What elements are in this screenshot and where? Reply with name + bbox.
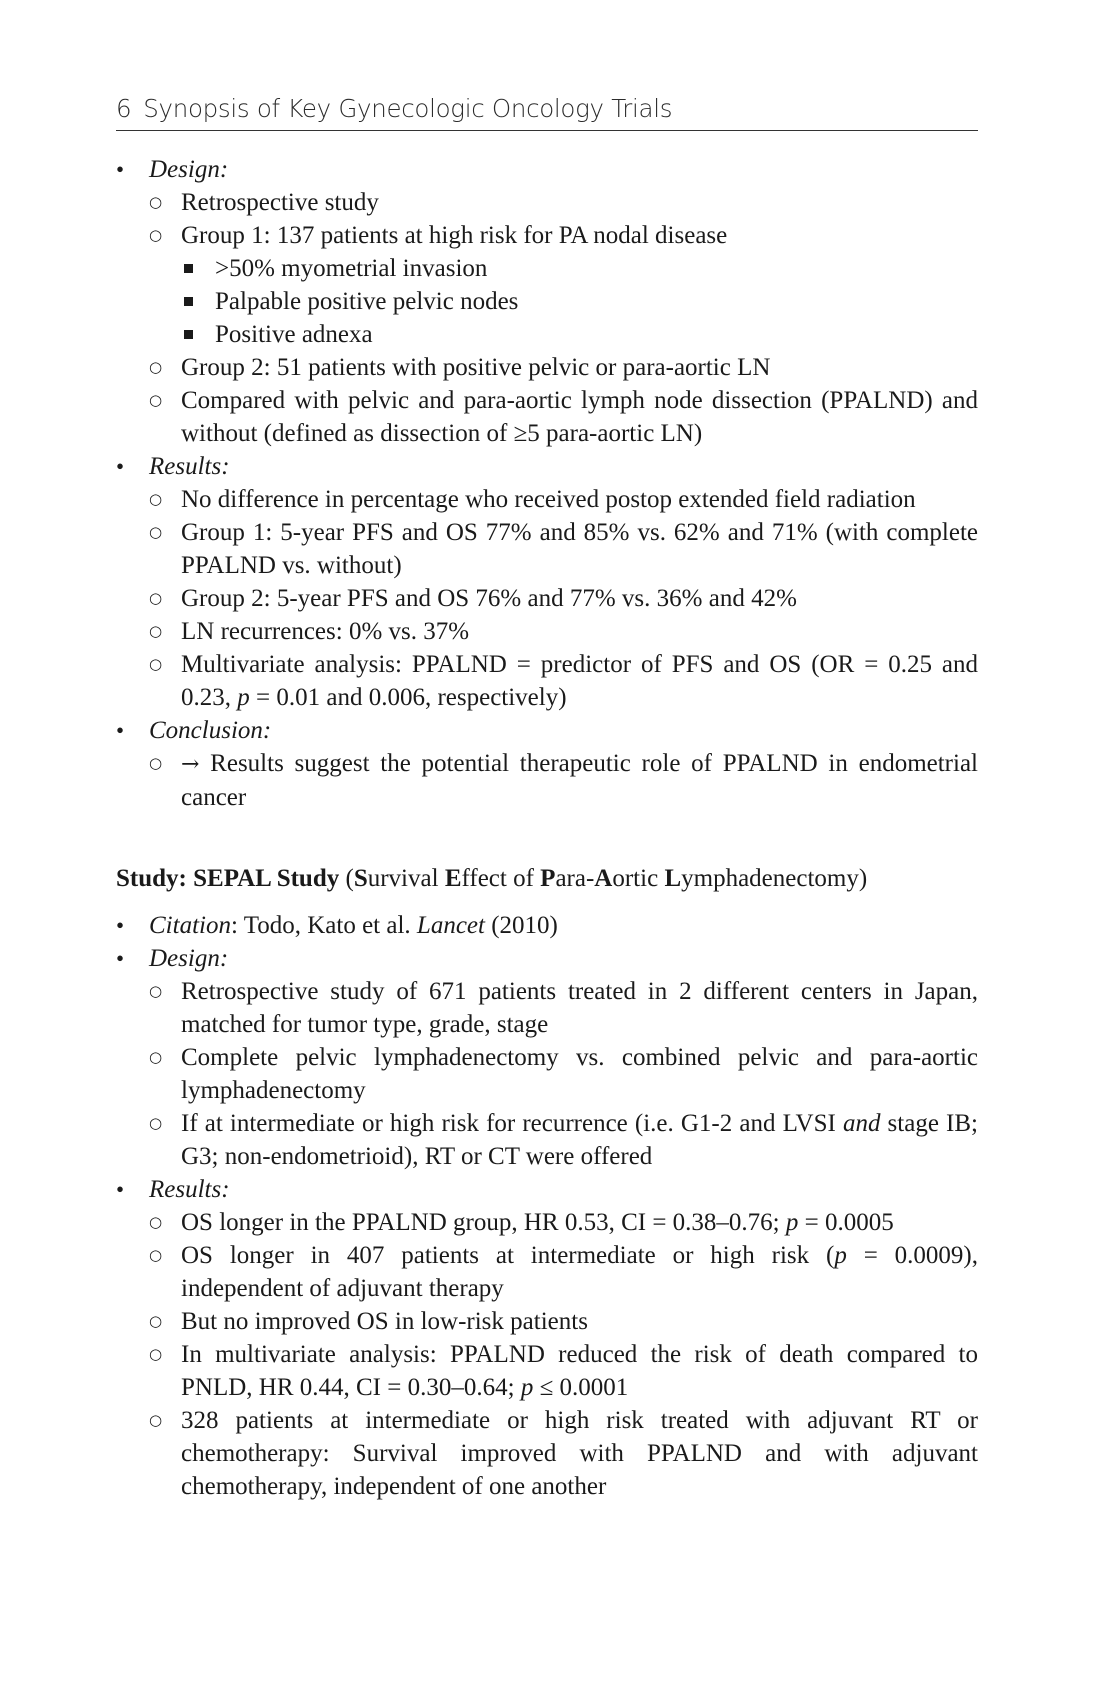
list-item: ○ OS longer in the PPALND group, HR 0.53, CI = 0.38–0.76; p = 0.0005 xyxy=(116,1206,978,1239)
list-item: ○ Retrospective study of 671 patients treated in 2 different centers in Japan, matched for tumor type, grade, stage xyxy=(116,975,978,1041)
list-item: ○ Group 1: 5-year PFS and OS 77% and 85% vs. 62% and 71% (with complete PPALND vs. without) xyxy=(116,516,978,582)
list-item: ○ If at intermediate or high risk for recurrence (i.e. G1-2 and LVSI and stage IB; G3; non-endometrioid), RT or CT were offered xyxy=(116,1107,978,1173)
sub-list-item: >50% myometrial invasion xyxy=(116,252,978,285)
results-label: Results xyxy=(149,1176,222,1203)
list-item: ○ → Results suggest the potential therapeutic role of PPALND in endometrial cancer xyxy=(116,747,978,814)
design-label: Design xyxy=(149,945,220,972)
list-item: ○ Group 2: 5-year PFS and OS 76% and 77% vs. 36% and 42% xyxy=(116,582,978,615)
results-bullet: • Results: xyxy=(116,450,978,483)
study-heading: Study: SEPAL Study (Survival Effect of Para-Aortic Lymphadenectomy) xyxy=(116,865,868,892)
list-item: ○ Group 2: 51 patients with positive pelvic or para-aortic LN xyxy=(116,351,978,384)
right-arrow-icon: → xyxy=(181,752,200,777)
list-item: ○ LN recurrences: 0% vs. 37% xyxy=(116,615,978,648)
journal-name: Lancet xyxy=(416,912,485,939)
list-item: ○ In multivariate analysis: PPALND reduced the risk of death compared to PNLD, HR 0.44, CI = 0.30–0.64; p ≤ 0.0001 xyxy=(116,1338,978,1404)
list-item: ○ Compared with pelvic and para-aortic lymph node dissection (PPALND) and without (defined as dissection of ≥5 para-aortic LN) xyxy=(116,384,978,450)
results-bullet: • Results: xyxy=(116,1173,978,1206)
sub-list-item: Palpable positive pelvic nodes xyxy=(116,285,978,318)
list-item: ○ Complete pelvic lymphadenectomy vs. combined pelvic and para-aortic lymphadenectomy xyxy=(116,1041,978,1107)
list-item: ○ Group 1: 137 patients at high risk for PA nodal disease xyxy=(116,219,978,252)
list-item: ○ OS longer in 407 patients at intermediate or high risk (p = 0.0009), independent of adjuvant therapy xyxy=(116,1239,978,1305)
page-body xyxy=(116,153,978,1503)
list-item: ○ No difference in percentage who received postop extended field radiation xyxy=(116,483,978,516)
list-item: ○ Multivariate analysis: PPALND = predictor of PFS and OS (OR = 0.25 and 0.23, p = 0.01 and 0.006, respectively) xyxy=(116,648,978,714)
results-label: Results xyxy=(149,453,222,480)
list-item: ○ 328 patients at intermediate or high risk treated with adjuvant RT or chemotherapy: Survival improved with PPALND and with adjuvant chemotherapy, independent of one another xyxy=(116,1404,978,1503)
citation-label: Citation xyxy=(149,912,231,939)
design-bullet: • Design: xyxy=(116,942,978,975)
conclusion-bullet: • Conclusion: xyxy=(116,714,978,747)
citation-bullet: • Citation: Todo, Kato et al. Lancet (2010) xyxy=(116,909,978,942)
design-label: Design xyxy=(149,156,220,183)
page-number: 6 xyxy=(116,94,132,123)
conclusion-label: Conclusion xyxy=(149,717,263,744)
book-title: Synopsis of Key Gynecologic Oncology Trials xyxy=(143,94,673,123)
book-page xyxy=(116,90,978,1503)
running-head xyxy=(116,90,978,131)
design-bullet: • Design: xyxy=(116,153,978,186)
sub-list-item: Positive adnexa xyxy=(116,318,978,351)
list-item: ○ But no improved OS in low-risk patients xyxy=(116,1305,978,1338)
list-item: ○ Retrospective study xyxy=(116,186,978,219)
